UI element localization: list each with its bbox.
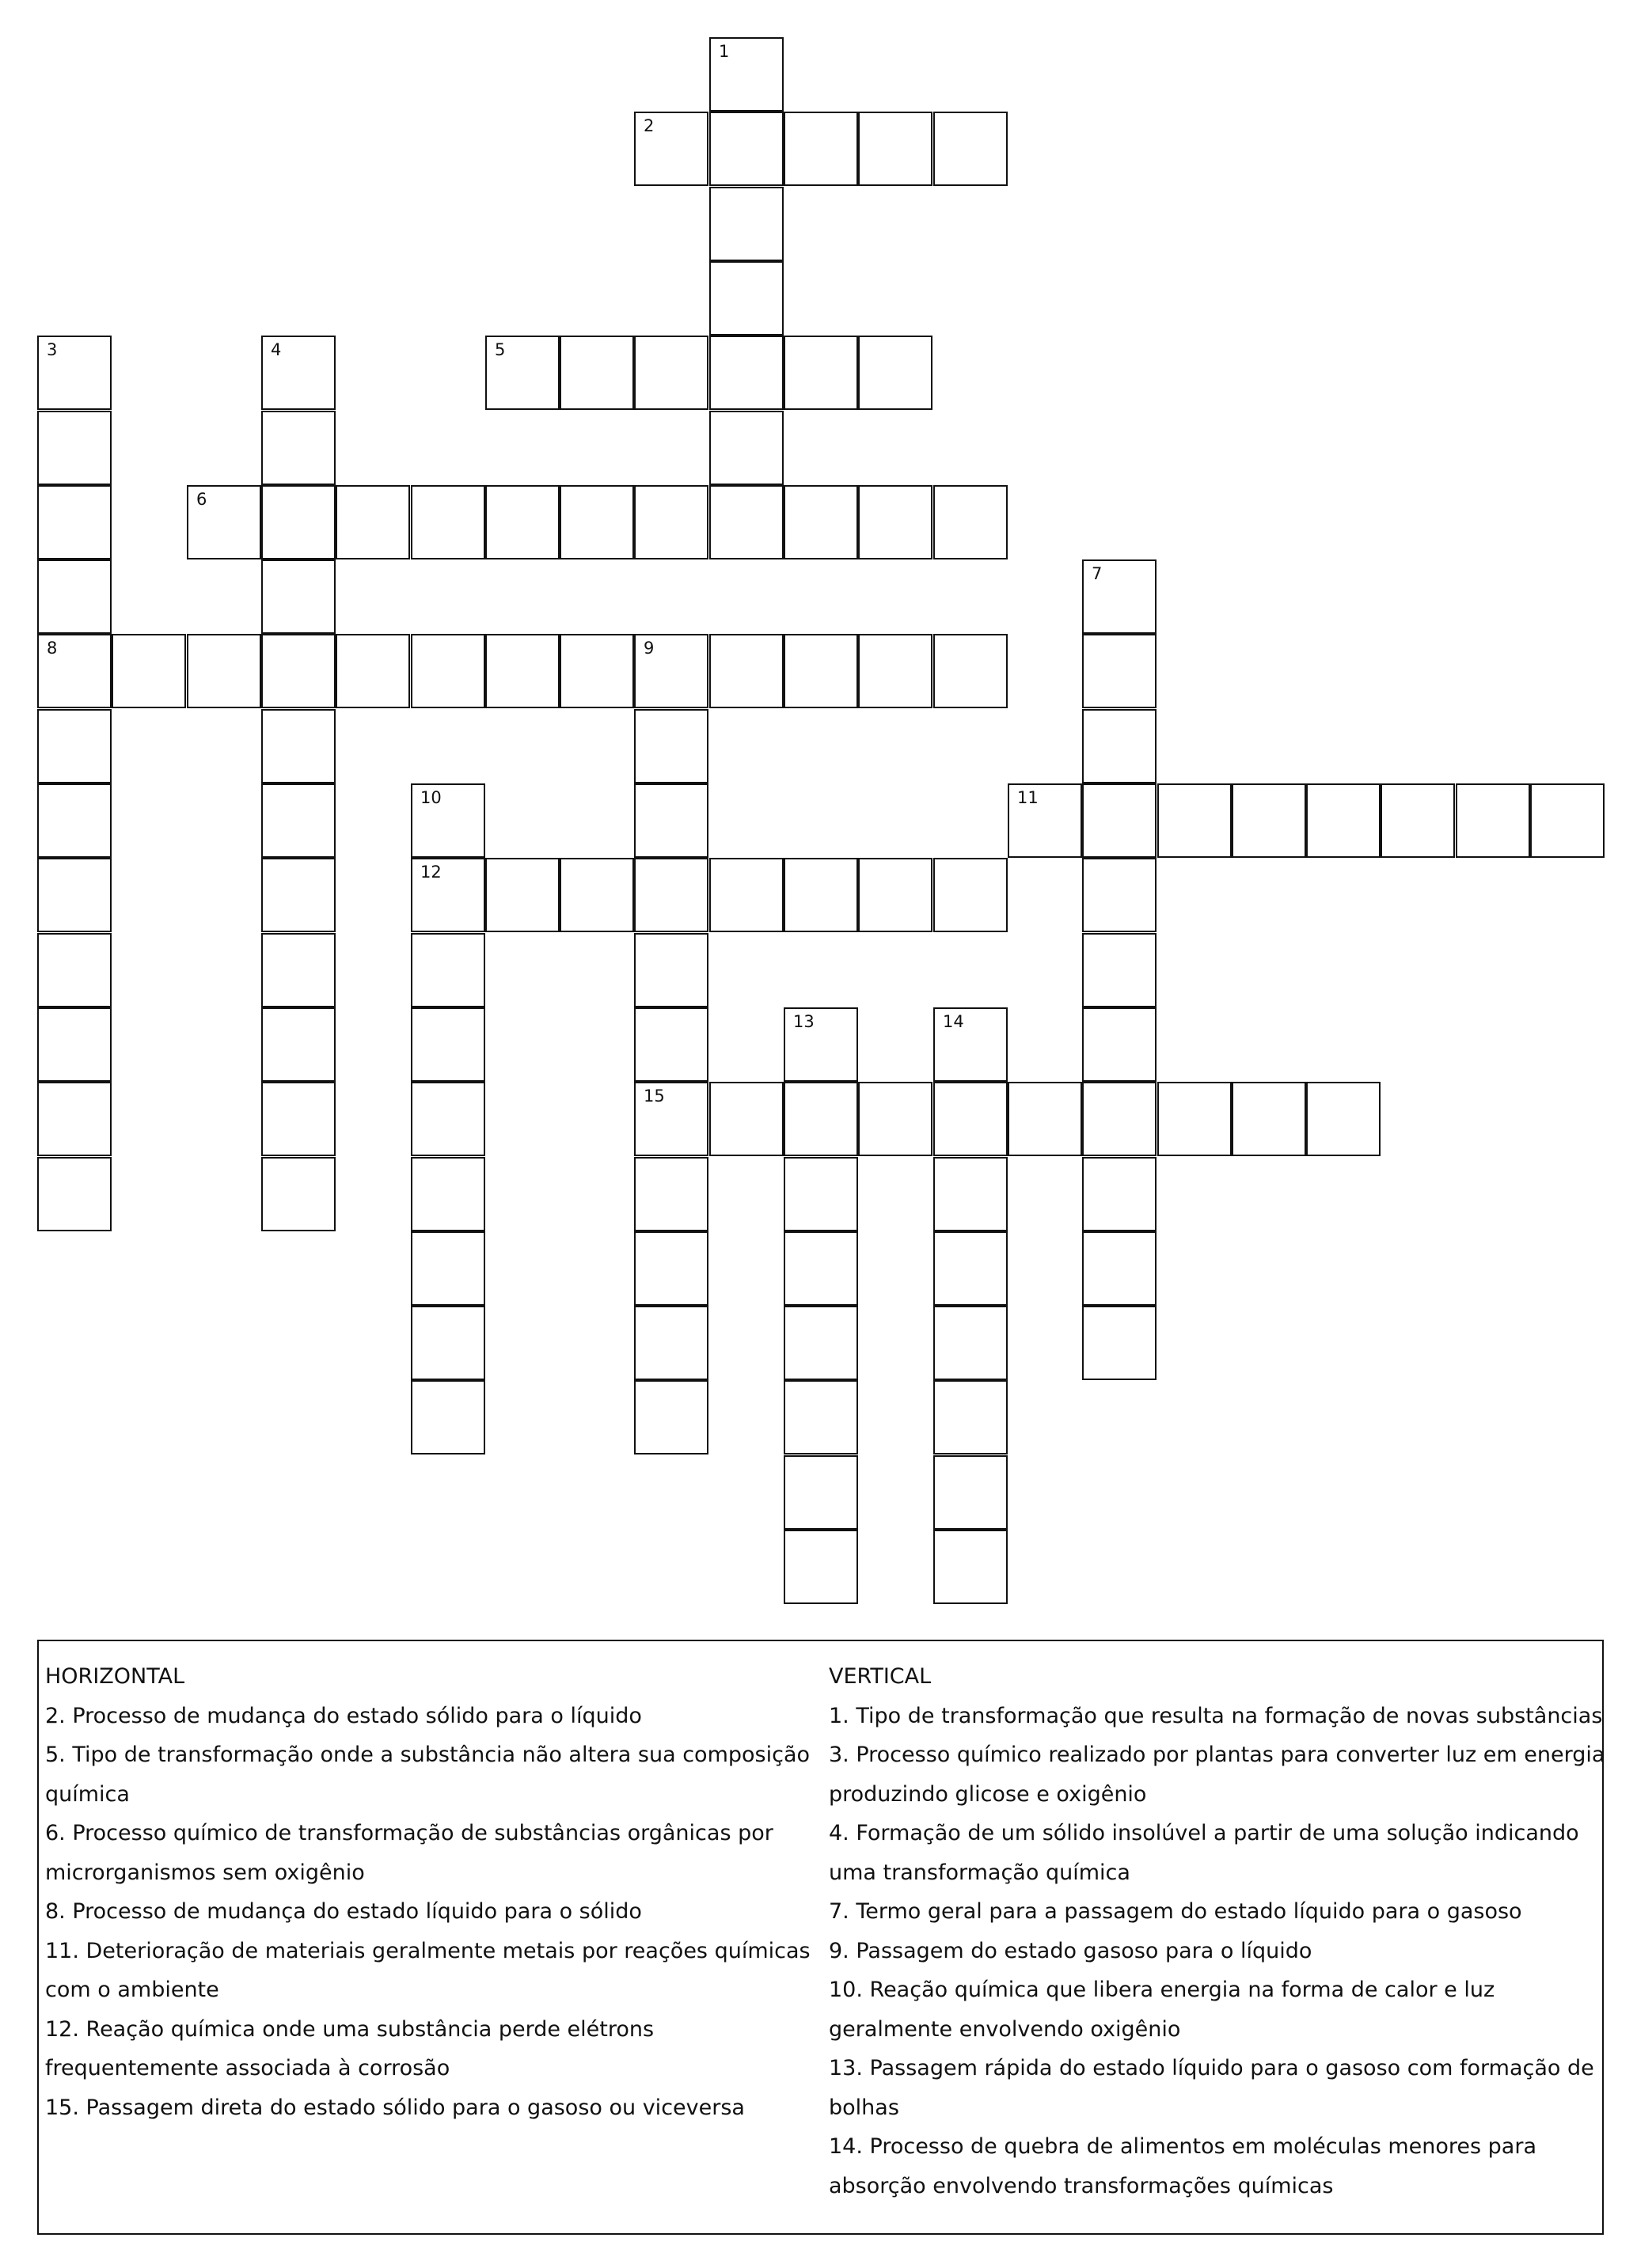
grid-cell[interactable] bbox=[261, 709, 336, 783]
grid-cell[interactable] bbox=[1082, 1306, 1157, 1380]
grid-cell[interactable] bbox=[1082, 559, 1157, 634]
clue-line: química bbox=[45, 1781, 130, 1807]
grid-cell[interactable] bbox=[933, 1231, 1008, 1306]
grid-cell[interactable] bbox=[1306, 783, 1381, 858]
grid-cell[interactable] bbox=[784, 1157, 858, 1231]
clue-number: 8 bbox=[47, 639, 58, 658]
clue-line: 13. Passagem rápida do estado líquido para o gasoso com formação de bbox=[829, 2056, 1594, 2080]
clue-line: 9. Passagem do estado gasoso para o líquido bbox=[829, 1938, 1312, 1963]
grid-cell[interactable] bbox=[261, 783, 336, 858]
grid-cell[interactable] bbox=[634, 112, 708, 186]
grid-cell[interactable] bbox=[634, 1306, 708, 1380]
grid-cell[interactable] bbox=[1082, 1082, 1157, 1156]
grid-cell[interactable] bbox=[709, 112, 784, 186]
grid-cell[interactable] bbox=[37, 485, 112, 559]
grid-cell[interactable] bbox=[634, 783, 708, 858]
grid-cell[interactable] bbox=[709, 634, 784, 708]
grid-cell[interactable] bbox=[634, 858, 708, 932]
grid-cell[interactable] bbox=[1008, 783, 1082, 858]
grid-cell[interactable] bbox=[560, 336, 634, 410]
horizontal-clues bbox=[45, 1657, 837, 2127]
grid-cell[interactable] bbox=[634, 1380, 708, 1454]
grid-cell[interactable] bbox=[411, 634, 485, 708]
grid-cell[interactable] bbox=[485, 634, 560, 708]
grid-cell[interactable] bbox=[634, 1231, 708, 1306]
clue-number: 4 bbox=[271, 340, 282, 359]
grid-cell[interactable] bbox=[37, 1007, 112, 1082]
grid-cell[interactable] bbox=[37, 783, 112, 858]
clue-number: 1 bbox=[719, 42, 730, 61]
grid-cell[interactable] bbox=[709, 858, 784, 932]
grid-cell[interactable] bbox=[411, 933, 485, 1007]
grid-cell[interactable] bbox=[1082, 933, 1157, 1007]
grid-cell[interactable] bbox=[933, 1157, 1008, 1231]
grid-cell[interactable] bbox=[784, 112, 858, 186]
clue-line: produzindo glicose e oxigênio bbox=[829, 1781, 1147, 1807]
grid-cell[interactable] bbox=[37, 411, 112, 485]
grid-cell[interactable] bbox=[1082, 709, 1157, 783]
clue-number: 2 bbox=[644, 116, 655, 135]
grid-cell[interactable] bbox=[560, 858, 634, 932]
grid-cell[interactable] bbox=[261, 559, 336, 634]
grid-cell[interactable] bbox=[933, 1007, 1008, 1082]
grid-cell[interactable] bbox=[1232, 1082, 1306, 1156]
grid-cell[interactable] bbox=[37, 858, 112, 932]
grid-cell[interactable] bbox=[933, 112, 1008, 186]
grid-cell[interactable] bbox=[1082, 1007, 1157, 1082]
grid-cell[interactable] bbox=[634, 933, 708, 1007]
grid-cell[interactable] bbox=[560, 634, 634, 708]
grid-cell[interactable] bbox=[261, 858, 336, 932]
grid-cell[interactable] bbox=[709, 187, 784, 261]
grid-cell[interactable] bbox=[634, 336, 708, 410]
grid-cell[interactable] bbox=[709, 411, 784, 485]
grid-cell[interactable] bbox=[261, 485, 336, 559]
clue-number: 11 bbox=[1017, 788, 1039, 807]
grid-cell[interactable] bbox=[709, 37, 784, 112]
grid-cell[interactable] bbox=[709, 1082, 784, 1156]
grid-cell[interactable] bbox=[336, 634, 410, 708]
grid-cell[interactable] bbox=[261, 933, 336, 1007]
grid-cell[interactable] bbox=[411, 1007, 485, 1082]
grid-cell[interactable] bbox=[37, 336, 112, 410]
clue-line: geralmente envolvendo oxigênio bbox=[829, 2016, 1181, 2042]
grid-cell[interactable] bbox=[37, 709, 112, 783]
grid-cell[interactable] bbox=[261, 1082, 336, 1156]
grid-cell[interactable] bbox=[858, 858, 932, 932]
clue-line: 2. Processo de mudança do estado sólido para o líquido bbox=[45, 1703, 642, 1728]
grid-cell[interactable] bbox=[261, 1007, 336, 1082]
clue-number: 12 bbox=[420, 863, 442, 882]
grid-cell[interactable] bbox=[411, 1082, 485, 1156]
grid-cell[interactable] bbox=[784, 1530, 858, 1604]
clue-line: 10. Reação química que libera energia na forma de calor e luz bbox=[829, 1978, 1495, 2002]
grid-cell[interactable] bbox=[485, 858, 560, 932]
grid-cell[interactable] bbox=[411, 1380, 485, 1454]
grid-cell[interactable] bbox=[784, 1306, 858, 1380]
grid-cell[interactable] bbox=[261, 411, 336, 485]
grid-cell[interactable] bbox=[634, 1082, 708, 1156]
grid-cell[interactable] bbox=[858, 1082, 932, 1156]
clue-line: bolhas bbox=[829, 2095, 899, 2120]
grid-cell[interactable] bbox=[634, 485, 708, 559]
clue-number: 14 bbox=[943, 1012, 964, 1031]
grid-cell[interactable] bbox=[933, 858, 1008, 932]
grid-cell[interactable] bbox=[37, 634, 112, 708]
grid-cell[interactable] bbox=[634, 634, 708, 708]
grid-cell[interactable] bbox=[933, 1530, 1008, 1604]
clues-panel bbox=[37, 1640, 1604, 2235]
grid-cell[interactable] bbox=[411, 858, 485, 932]
grid-cell[interactable] bbox=[411, 1306, 485, 1380]
clue-line: 8. Processo de mudança do estado líquido para o sólido bbox=[45, 1899, 642, 1924]
grid-cell[interactable] bbox=[1381, 783, 1455, 858]
grid-cell[interactable] bbox=[37, 1157, 112, 1231]
vertical-heading: VERTICAL bbox=[829, 1664, 932, 1689]
grid-cell[interactable] bbox=[37, 933, 112, 1007]
vertical-clues bbox=[829, 1657, 1620, 2205]
grid-cell[interactable] bbox=[933, 1082, 1008, 1156]
grid-cell[interactable] bbox=[1530, 783, 1605, 858]
grid-cell[interactable] bbox=[112, 634, 186, 708]
grid-cell[interactable] bbox=[858, 336, 932, 410]
grid-cell[interactable] bbox=[933, 1380, 1008, 1454]
grid-cell[interactable] bbox=[261, 634, 336, 708]
grid-cell[interactable] bbox=[37, 1082, 112, 1156]
grid-cell[interactable] bbox=[261, 1157, 336, 1231]
grid-cell[interactable] bbox=[784, 1380, 858, 1454]
clue-line: 7. Termo geral para a passagem do estado líquido para o gasoso bbox=[829, 1899, 1522, 1924]
grid-cell[interactable] bbox=[784, 1007, 858, 1082]
grid-cell[interactable] bbox=[1232, 783, 1306, 858]
grid-cell[interactable] bbox=[634, 709, 708, 783]
grid-cell[interactable] bbox=[187, 485, 261, 559]
clue-number: 15 bbox=[644, 1087, 665, 1106]
grid-cell[interactable] bbox=[336, 485, 410, 559]
grid-cell[interactable] bbox=[261, 336, 336, 410]
grid-cell[interactable] bbox=[634, 1007, 708, 1082]
clue-line: 6. Processo químico de transformação de substâncias orgânicas por bbox=[45, 1821, 773, 1845]
grid-cell[interactable] bbox=[933, 485, 1008, 559]
grid-cell[interactable] bbox=[784, 336, 858, 410]
clue-number: 6 bbox=[196, 490, 207, 509]
clue-line: 1. Tipo de transformação que resulta na formação de novas substâncias bbox=[829, 1703, 1603, 1728]
grid-cell[interactable] bbox=[1082, 1157, 1157, 1231]
grid-cell[interactable] bbox=[709, 261, 784, 336]
clue-number: 9 bbox=[644, 639, 655, 658]
clue-line: 5. Tipo de transformação onde a substância não altera sua composição bbox=[45, 1743, 811, 1767]
clue-number: 5 bbox=[495, 340, 506, 359]
grid-cell[interactable] bbox=[784, 634, 858, 708]
grid-cell[interactable] bbox=[1306, 1082, 1381, 1156]
grid-cell[interactable] bbox=[1456, 783, 1530, 858]
clue-line: com o ambiente bbox=[45, 1978, 219, 2002]
grid-cell[interactable] bbox=[1082, 858, 1157, 932]
grid-cell[interactable] bbox=[784, 485, 858, 559]
grid-cell[interactable] bbox=[933, 1306, 1008, 1380]
grid-cell[interactable] bbox=[1082, 634, 1157, 708]
grid-cell[interactable] bbox=[784, 1082, 858, 1156]
grid-cell[interactable] bbox=[1082, 783, 1157, 858]
clue-line: 11. Deterioração de materiais geralmente metais por reações químicas bbox=[45, 1938, 811, 1963]
grid-cell[interactable] bbox=[933, 1455, 1008, 1530]
grid-cell[interactable] bbox=[784, 858, 858, 932]
clue-line: 12. Reação química onde uma substância perde elétrons bbox=[45, 2016, 655, 2042]
grid-cell[interactable] bbox=[485, 485, 560, 559]
grid-cell[interactable] bbox=[858, 634, 932, 708]
clue-line: 14. Processo de quebra de alimentos em moléculas menores para bbox=[829, 2134, 1536, 2159]
grid-cell[interactable] bbox=[1008, 1082, 1082, 1156]
clue-line: microrganismos sem oxigênio bbox=[45, 1860, 365, 1885]
grid-cell[interactable] bbox=[485, 336, 560, 410]
grid-cell[interactable] bbox=[1157, 1082, 1232, 1156]
clue-number: 10 bbox=[420, 788, 442, 807]
clue-line: absorção envolvendo transformações químicas bbox=[829, 2173, 1334, 2198]
grid-cell[interactable] bbox=[560, 485, 634, 559]
clue-line: uma transformação química bbox=[829, 1860, 1130, 1885]
grid-cell[interactable] bbox=[1082, 1231, 1157, 1306]
grid-cell[interactable] bbox=[784, 1231, 858, 1306]
grid-cell[interactable] bbox=[37, 559, 112, 634]
clue-number: 3 bbox=[47, 340, 58, 359]
grid-cell[interactable] bbox=[1157, 783, 1232, 858]
grid-cell[interactable] bbox=[709, 336, 784, 410]
grid-cell[interactable] bbox=[784, 1455, 858, 1530]
clue-line: 4. Formação de um sólido insolúvel a partir de uma solução indicando bbox=[829, 1821, 1579, 1845]
clue-line: frequentemente associada à corrosão bbox=[45, 2056, 450, 2080]
grid-cell[interactable] bbox=[187, 634, 261, 708]
grid-cell[interactable] bbox=[858, 485, 932, 559]
grid-cell[interactable] bbox=[411, 1157, 485, 1231]
clue-line: 3. Processo químico realizado por plantas para converter luz em energia bbox=[829, 1743, 1605, 1767]
grid-cell[interactable] bbox=[709, 485, 784, 559]
grid-cell[interactable] bbox=[411, 485, 485, 559]
grid-cell[interactable] bbox=[858, 112, 932, 186]
clue-number: 13 bbox=[793, 1012, 815, 1031]
grid-cell[interactable] bbox=[933, 634, 1008, 708]
clue-line: 15. Passagem direta do estado sólido para o gasoso ou viceversa bbox=[45, 2095, 745, 2120]
grid-cell[interactable] bbox=[411, 783, 485, 858]
grid-cell[interactable] bbox=[411, 1231, 485, 1306]
grid-cell[interactable] bbox=[634, 1157, 708, 1231]
horizontal-heading: HORIZONTAL bbox=[45, 1664, 185, 1689]
clue-number: 7 bbox=[1092, 564, 1103, 583]
